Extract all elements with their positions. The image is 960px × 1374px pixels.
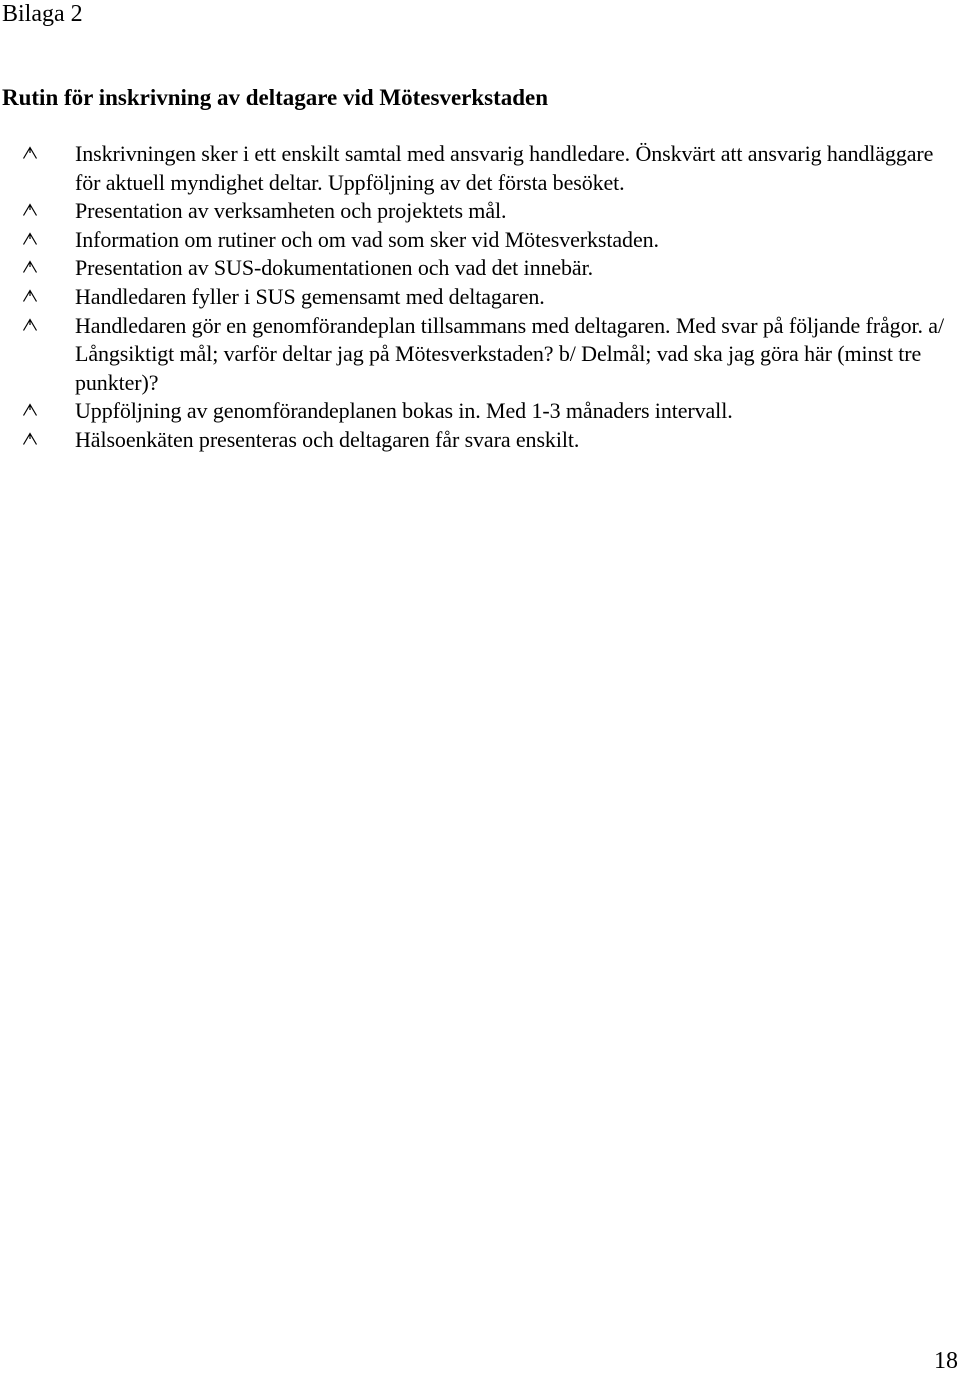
document-title: Rutin för inskrivning av deltagare vid Mötesverkstaden <box>2 85 549 110</box>
list-item <box>0 312 960 398</box>
list-item-text: Presentation av verksamheten och projektets mål. <box>75 198 507 224</box>
list-item-text: Inskrivningen sker i ett enskilt samtal med ansvarig handledare. Önskvärt att ansvarig handläggare för aktuell myndighet deltar. Uppföljning av det första besöket. <box>75 141 934 195</box>
list-item <box>0 226 960 255</box>
routine-list <box>0 140 960 455</box>
list-item <box>0 140 960 197</box>
arrowhead-bullet-icon <box>22 232 38 246</box>
list-item-text: Presentation av SUS-dokumentationen och vad det innebär. <box>75 255 594 281</box>
list-item <box>0 197 960 226</box>
list-item <box>0 397 960 426</box>
arrowhead-bullet-icon <box>22 146 38 160</box>
list-item <box>0 283 960 312</box>
appendix-label: Bilaga 2 <box>2 1 83 27</box>
page-number: 18 <box>934 1348 958 1374</box>
list-item-text: Handledaren fyller i SUS gemensamt med deltagaren. <box>75 283 545 309</box>
arrowhead-bullet-icon <box>22 289 38 303</box>
list-item-text: Uppföljning av genomförandeplanen bokas in. Med 1-3 månaders intervall. <box>75 398 733 424</box>
arrowhead-bullet-icon <box>22 318 38 332</box>
arrowhead-bullet-icon <box>22 203 38 217</box>
arrowhead-bullet-icon <box>22 260 38 274</box>
list-item <box>0 426 960 455</box>
list-item-text: Hälsoenkäten presenteras och deltagaren får svara enskilt. <box>75 426 580 452</box>
arrowhead-bullet-icon <box>22 403 38 417</box>
arrowhead-bullet-icon <box>22 432 38 446</box>
list-item-text: Information om rutiner och om vad som sker vid Mötesverkstaden. <box>75 226 659 252</box>
list-item-text: Handledaren gör en genomförandeplan tillsammans med deltagaren. Med svar på följande frågor. a/ Långsiktigt mål; varför deltar jag på Mötesverkstaden? b/ Delmål; vad ska jag göra här (minst tre punkter)? <box>75 312 944 395</box>
list-item <box>0 254 960 283</box>
